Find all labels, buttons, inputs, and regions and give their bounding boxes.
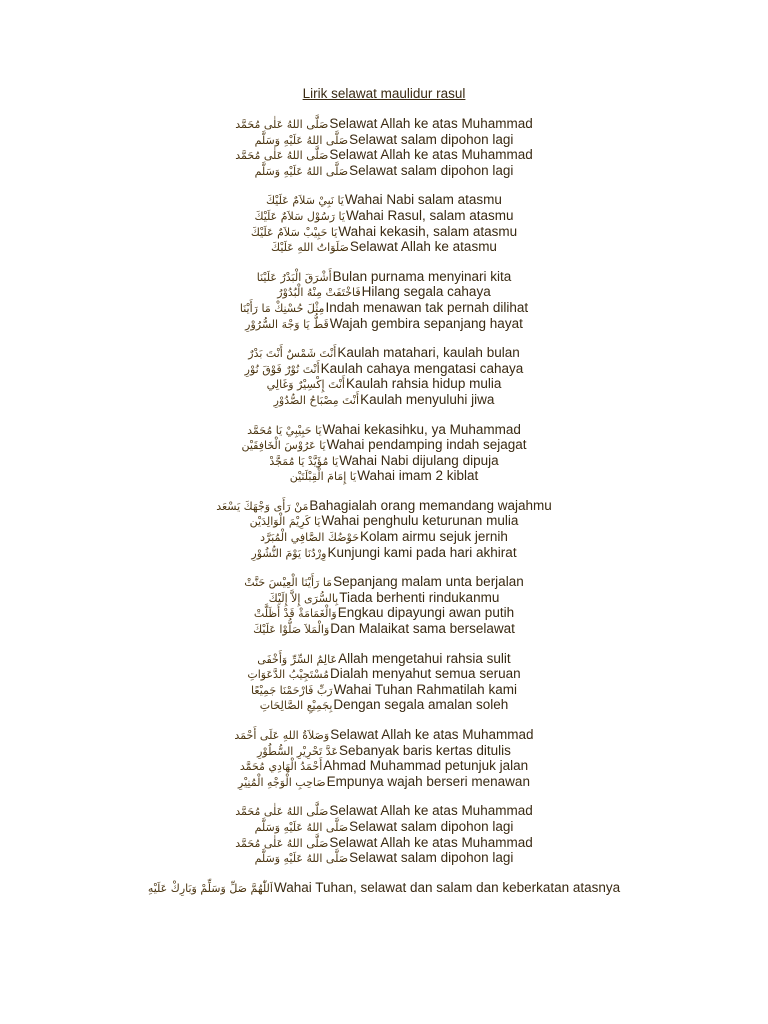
lyric-line [0,269,768,285]
lyric-line [0,345,768,361]
malay-translation: Wahai Tuhan Rahmatilah kami [333,681,517,697]
lyric-line [0,621,768,637]
arabic-text: مِثْلَ حُسْنِكْ مَا رَأَيْنَا [239,301,325,315]
arabic-text: أَحْمَدُ الْهَادِي مُحَمَّد [239,760,323,774]
malay-translation: Hilang segala cahaya [361,284,491,300]
lyric-line [0,147,768,163]
malay-translation: Wahai kekasih, salam atasmu [338,223,518,239]
arabic-text: يَا حَبِيْبِيْ يَا مُحَمَّد [247,423,322,437]
arabic-text: صَلَّى اللهُ عَلٰى مُحَمَّد [235,149,329,163]
lyric-line [0,850,768,866]
stanza [0,880,768,896]
arabic-text: بِالسُّرَى إِلاَّ إِلَيْكَ [268,591,339,605]
malay-translation: Wahai penghulu keturunan mulia [321,513,519,529]
malay-translation: Selawat Allah ke atas Muhammad [329,116,533,131]
lyric-line [0,529,768,545]
arabic-text: أَنْتَ مِصْبَاحُ الصُّدُوْرِ [273,393,360,407]
lyric-line [0,224,768,240]
arabic-text: صَلَّى اللهُ عَلٰى مُحَمَّد [235,836,329,850]
malay-translation: Bulan purnama menyinari kita [332,268,512,284]
arabic-text: أَنْتَ نُوْرٌ فَوْقَ نُوْرِ [244,362,320,376]
stanza [0,803,768,865]
lyric-line [0,116,768,132]
malay-translation: Kaulah rahsia hidup mulia [345,376,502,392]
malay-translation: Selawat salam dipohon lagi [349,818,514,834]
stanza [0,192,768,254]
lyric-line [0,284,768,300]
lyric-line [0,376,768,392]
arabic-text: مَا رَأَيْنَا الْعِيْسَ حَنَّتْ [244,576,333,590]
malay-translation: Sebanyak baris kertas ditulis [339,742,511,758]
malay-translation: Kunjungi kami pada hari akhirat [327,544,517,560]
lyric-line [0,192,768,208]
malay-translation: Selawat salam dipohon lagi [349,850,514,866]
malay-translation: Empunya wajah berseri menawan [326,773,530,789]
malay-translation: Kolam airmu sejuk jernih [360,529,508,545]
stanza [0,727,768,789]
malay-translation: Dengan segala amalan soleh [333,697,509,713]
arabic-text: أَنْتَ شَمْسٌ أَنْتَ بَدْرٌ [248,347,337,361]
lyric-line [0,545,768,561]
lyric-line [0,163,768,179]
arabic-text: صَلَّى اللهُ عَلَيْهِ وَسَلَّم [254,164,349,178]
lyric-line [0,774,768,790]
malay-translation: Wajah gembira sepanjang hayat [329,315,523,331]
arabic-text: صَلَّى اللهُ عَلٰى مُحَمَّد [235,118,329,131]
lyric-line [0,574,768,590]
malay-translation: Wahai Tuhan, selawat dan salam dan keberkatan atasnya [273,879,621,895]
arabic-text: عَالِمُ السِّرِّ وَأَخْفَى [257,652,338,666]
lyric-line [0,498,768,514]
lyrics-body [0,116,768,909]
lyric-line [0,316,768,332]
arabic-text: يَا عَرُوْسَ الْخَافِقَيْن [241,439,326,453]
malay-translation: Allah mengetahui rahsia sulit [338,650,511,666]
arabic-text: أَشْرَقَ الْبَدْرُ عَلَيْنَا [256,270,332,284]
arabic-text: وِرْدُنَا يَوْمَ النُّشُوْرِ [251,546,327,560]
lyric-line [0,208,768,224]
malay-translation: Kaulah cahaya mengatasi cahaya [320,360,524,376]
malay-translation: Bahagialah orang memandang wajahmu [309,497,552,513]
malay-translation: Selawat Allah ke atas Muhammad [329,803,533,819]
malay-translation: Selawat Allah ke atas Muhammad [329,147,533,163]
arabic-text: يَا كَرِيْمَ الْوَالِدَيْن [249,515,321,529]
arabic-text: وَصَلاَةُ اللهِ عَلَى أَحْمَد [234,729,330,742]
stanza [0,422,768,484]
arabic-text: صَاحِبِ الْوَجْهِ الْمُنِيْرِ [238,775,326,789]
arabic-text: يَا حَبِيْبْ سَلاَمٌ عَلَيْكَ [250,225,338,239]
arabic-text: يَا إِمَامَ الْقِبْلَتَيْن [289,470,357,484]
lyric-line [0,590,768,606]
arabic-text: اَللّٰهُمَّ صَلِّ وَسَلِّمْ وَبَارِكْ عَلَيْهِ [147,881,273,895]
lyric-line [0,422,768,438]
malay-translation: Selawat salam dipohon lagi [349,131,514,147]
arabic-text: مَنْ رَأَى وَجْهَكَ يَسْعَد [216,499,309,513]
malay-translation: Dan Malaikat sama berselawat [330,621,515,637]
lyric-line [0,468,768,484]
arabic-text: أَنْتَ إِكْسِيْرٌ وَغَالِي [266,378,345,392]
lyric-line [0,727,768,743]
lyric-line [0,437,768,453]
malay-translation: Selawat salam dipohon lagi [349,162,514,178]
arabic-text: صَلَّى اللهُ عَلَيْهِ وَسَلَّم [254,133,349,147]
arabic-text: فَاخْتَفَتْ مِنْهُ الْبُدُوْرُ [277,286,361,300]
lyric-line [0,697,768,713]
arabic-text: وَالْغَمَامَةْ قَدْ أَظَلَّتْ [253,607,337,621]
malay-translation: Kaulah menyuluhi jiwa [360,391,495,407]
malay-translation: Selawat Allah ke atas Muhammad [329,834,533,850]
lyric-line [0,239,768,255]
malay-translation: Wahai kekasihku, ya Muhammad [322,421,521,437]
arabic-text: قَطُّ يَا وَجْهَ السُّرُوْرِ [245,317,329,331]
malay-translation: Ahmad Muhammad petunjuk jalan [323,758,529,774]
malay-translation: Tiada berhenti rindukanmu [339,589,500,605]
lyric-line [0,835,768,851]
arabic-text: وَالْمَلاَ صَلُّوْا عَلَيْكَ [253,623,330,637]
malay-translation: Selawat Allah ke atas Muhammad [330,727,534,742]
lyric-line [0,666,768,682]
lyric-line [0,682,768,698]
arabic-text: حَوْضُكَ الصَّافِي الْمُبَرَّد [260,531,360,545]
lyric-line [0,880,768,896]
malay-translation: Dialah menyahut semua seruan [329,666,521,682]
lyric-line [0,453,768,469]
malay-translation: Wahai Nabi dijulang dipuja [339,452,499,468]
arabic-text: رَبِّ فَارْحَمْنَا جَمِيْعًا [251,683,333,697]
malay-translation: Wahai Rasul, salam atasmu [345,207,514,223]
arabic-text: صَلَّى اللهُ عَلَيْهِ وَسَلَّم [254,820,349,834]
stanza [0,269,768,331]
malay-translation: Engkau dipayungi awan putih [337,605,515,621]
malay-translation: Indah menawan tak pernah dilihat [325,299,529,315]
malay-translation: Wahai Nabi salam atasmu [344,192,502,208]
lyric-line [0,513,768,529]
stanza [0,651,768,713]
stanza [0,574,768,636]
arabic-text: صَلَوَاتُ اللهِ عَلَيْكَ [271,241,349,255]
document-title: Lirik selawat maulidur rasul [302,86,466,101]
lyric-line [0,758,768,774]
malay-translation: Sepanjang malam unta berjalan [333,574,524,590]
arabic-text: يَا رَسُوْل سَلاَمٌ عَلَيْكَ [254,209,345,223]
lyric-line [0,803,768,819]
stanza [0,345,768,407]
arabic-text: يَا نَبِيْ سَلاَمٌ عَلَيْكَ [266,194,344,208]
lyric-line [0,651,768,667]
arabic-text: عَدَّ تَحْرِيْرِ السُّطُوْرِ [257,744,339,758]
malay-translation: Wahai pendamping indah sejagat [326,437,527,453]
stanza [0,116,768,178]
lyric-line [0,743,768,759]
lyric-line [0,361,768,377]
lyric-line [0,819,768,835]
lyric-line [0,132,768,148]
arabic-text: صَلَّى اللهُ عَلٰى مُحَمَّد [235,805,329,819]
malay-translation: Kaulah matahari, kaulah bulan [337,345,520,361]
stanza [0,498,768,560]
arabic-text: يَا مُؤَيَّدْ يَا مُمَجَّدْ [269,454,339,468]
malay-translation: Wahai imam 2 kiblat [357,468,479,484]
lyric-line [0,300,768,316]
lyric-line [0,605,768,621]
arabic-text: مُسْتَجِيْبُ الدَّعَوَاتِ [247,668,329,682]
arabic-text: بِجَمِيْعِ الصَّالِحَاتِ [259,699,333,713]
lyric-line [0,392,768,408]
malay-translation: Selawat Allah ke atasmu [349,239,497,255]
arabic-text: صَلَّى اللهُ عَلَيْهِ وَسَلَّم [254,852,349,866]
